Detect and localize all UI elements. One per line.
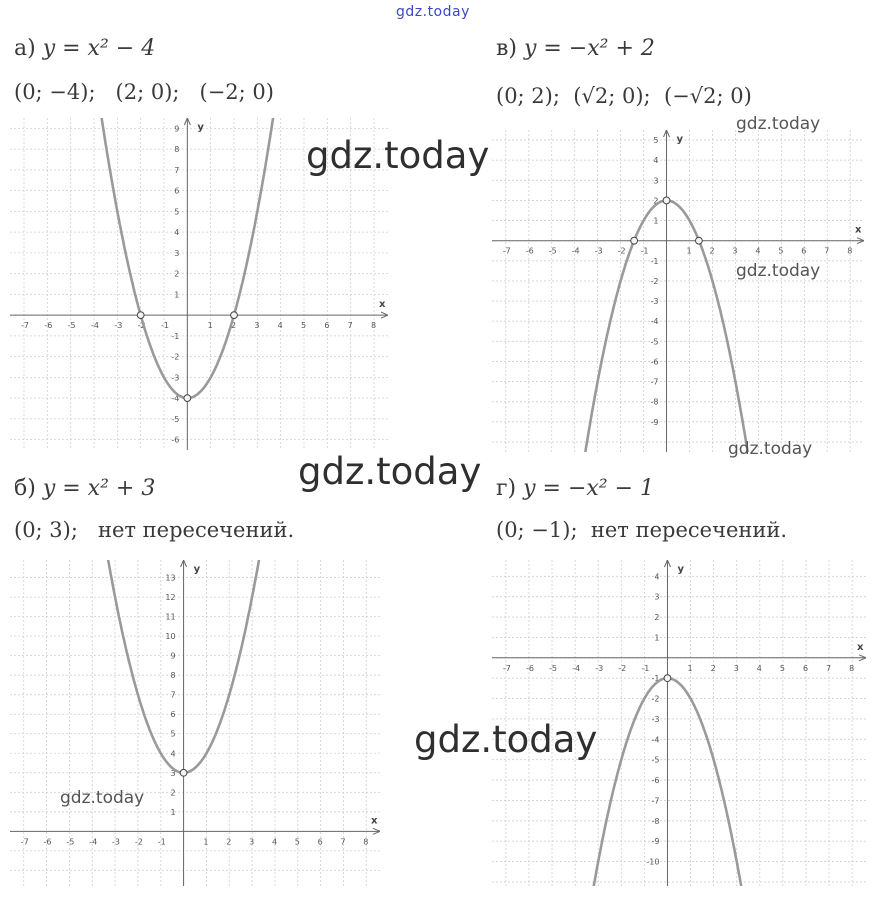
y-tick-label: 13 bbox=[165, 573, 176, 583]
x-tick-label: -1 bbox=[641, 663, 650, 673]
x-tick-label: 4 bbox=[271, 837, 278, 847]
problem-b-formula bbox=[14, 476, 155, 501]
x-tick-label: -5 bbox=[549, 663, 558, 673]
x-tick-label: 5 bbox=[779, 663, 785, 673]
y-tick-label: -5 bbox=[651, 755, 660, 765]
x-tick-label: -4 bbox=[572, 663, 581, 673]
x-tick-label: -3 bbox=[112, 837, 121, 847]
x-tick-label: 5 bbox=[294, 837, 300, 847]
y-axis-label: y bbox=[193, 564, 201, 575]
x-tick-label: -7 bbox=[21, 321, 29, 331]
x-tick-label: -5 bbox=[548, 246, 557, 256]
y-tick-label: 3 bbox=[174, 248, 180, 258]
x-tick-label: -6 bbox=[43, 837, 52, 847]
problem-b-letter: б) bbox=[14, 476, 36, 501]
watermark-small: gdz.today bbox=[736, 114, 821, 134]
y-tick-label: 4 bbox=[174, 228, 180, 238]
y-tick-label: -5 bbox=[650, 337, 659, 347]
x-tick-label: -4 bbox=[571, 246, 580, 256]
y-axis-label: y bbox=[197, 122, 204, 133]
y-tick-label: 2 bbox=[654, 613, 660, 623]
y-tick-label: -9 bbox=[650, 417, 659, 427]
y-tick-label: 2 bbox=[170, 788, 176, 798]
y-tick-label: -1 bbox=[171, 331, 180, 341]
marked-point bbox=[180, 769, 187, 776]
x-tick-label: 8 bbox=[363, 837, 369, 847]
problem-v-letter: в) bbox=[496, 36, 517, 61]
x-tick-label: -5 bbox=[67, 321, 76, 331]
watermark-big: gdz.today bbox=[306, 134, 490, 177]
x-tick-label: -3 bbox=[594, 246, 603, 256]
y-tick-label: 9 bbox=[170, 651, 176, 661]
x-tick-label: 3 bbox=[254, 321, 260, 331]
x-tick-label: 1 bbox=[686, 246, 692, 256]
y-tick-label: 5 bbox=[653, 136, 659, 146]
y-tick-label: 3 bbox=[654, 592, 660, 602]
x-tick-label: 7 bbox=[347, 321, 353, 331]
y-tick-label: 2 bbox=[174, 269, 180, 279]
y-tick-label: 1 bbox=[653, 216, 659, 226]
marked-point bbox=[664, 675, 671, 682]
y-tick-label: 10 bbox=[165, 632, 176, 642]
y-tick-label: -6 bbox=[651, 776, 660, 786]
x-tick-label: 1 bbox=[207, 321, 213, 331]
x-axis-label: x bbox=[379, 299, 386, 311]
watermark-big: gdz.today bbox=[414, 718, 598, 761]
x-tick-label: 6 bbox=[801, 246, 807, 256]
y-tick-label: 7 bbox=[174, 165, 180, 175]
x-tick-label: 6 bbox=[324, 321, 330, 331]
y-tick-label: 2 bbox=[653, 196, 659, 206]
x-tick-label: 2 bbox=[226, 837, 232, 847]
y-tick-label: 8 bbox=[170, 671, 176, 681]
problem-g-letter: г) bbox=[496, 476, 517, 501]
x-tick-label: 8 bbox=[371, 321, 377, 331]
x-tick-label: 5 bbox=[778, 246, 784, 256]
y-tick-label: -1 bbox=[650, 256, 659, 266]
chart-b bbox=[10, 560, 380, 886]
y-axis-label: y bbox=[676, 134, 684, 145]
x-tick-label: 8 bbox=[847, 246, 853, 256]
x-tick-label: -3 bbox=[595, 663, 604, 673]
chart-v bbox=[492, 130, 864, 452]
x-tick-label: 7 bbox=[340, 837, 346, 847]
y-tick-label: -7 bbox=[651, 796, 660, 806]
problem-g-equation: y = −x² − 1 bbox=[523, 476, 655, 501]
y-tick-label: 7 bbox=[170, 690, 176, 700]
problem-a-equation: y = x² − 4 bbox=[42, 36, 156, 61]
x-axis-label: x bbox=[855, 224, 862, 236]
y-axis-label: y bbox=[677, 564, 684, 575]
y-tick-label: -9 bbox=[651, 837, 660, 847]
x-tick-label: -6 bbox=[525, 663, 534, 673]
y-tick-label: -1 bbox=[651, 674, 660, 684]
marked-point bbox=[137, 312, 144, 319]
y-tick-label: -5 bbox=[171, 414, 180, 424]
problem-b-points: (0; 3); нет пересечений. bbox=[14, 518, 295, 542]
y-tick-label: 6 bbox=[174, 186, 180, 196]
x-tick-label: 3 bbox=[732, 246, 738, 256]
x-tick-label: 7 bbox=[826, 663, 832, 673]
x-tick-label: -4 bbox=[89, 837, 98, 847]
y-tick-label: 4 bbox=[653, 156, 659, 166]
y-tick-label: 5 bbox=[170, 729, 176, 739]
x-tick-label: -1 bbox=[157, 837, 166, 847]
x-tick-label: -4 bbox=[91, 321, 99, 331]
watermark-small: gdz.today bbox=[736, 261, 821, 281]
watermark-small: gdz.today bbox=[60, 788, 145, 808]
y-tick-label: -8 bbox=[650, 397, 659, 407]
y-tick-label: 12 bbox=[165, 593, 176, 603]
problem-g-formula bbox=[496, 476, 654, 501]
x-tick-label: -7 bbox=[502, 246, 511, 256]
x-tick-label: -2 bbox=[617, 246, 626, 256]
x-tick-label: -3 bbox=[114, 321, 123, 331]
problem-a-formula bbox=[14, 36, 155, 61]
y-tick-label: -10 bbox=[646, 857, 660, 867]
x-tick-label: 4 bbox=[277, 321, 283, 331]
watermark-small: gdz.today bbox=[728, 439, 813, 459]
x-tick-label: 8 bbox=[849, 663, 855, 673]
marked-point bbox=[184, 395, 191, 402]
x-tick-label: 1 bbox=[203, 837, 209, 847]
x-tick-label: -2 bbox=[618, 663, 627, 673]
x-tick-label: -5 bbox=[66, 837, 75, 847]
watermark-big: gdz.today bbox=[298, 450, 482, 493]
y-tick-label: 6 bbox=[170, 710, 176, 720]
x-tick-label: 6 bbox=[317, 837, 323, 847]
x-tick-label: 6 bbox=[802, 663, 809, 673]
x-tick-label: 2 bbox=[710, 663, 716, 673]
y-tick-label: -2 bbox=[650, 276, 659, 286]
x-tick-label: 1 bbox=[687, 663, 693, 673]
y-tick-label: -3 bbox=[650, 297, 659, 307]
y-tick-label: -6 bbox=[650, 357, 659, 367]
x-tick-label: -2 bbox=[137, 321, 146, 331]
x-tick-label: -1 bbox=[161, 321, 169, 331]
x-axis-label: x bbox=[371, 815, 378, 827]
x-tick-label: -6 bbox=[525, 246, 534, 256]
y-tick-label: -3 bbox=[651, 714, 660, 724]
y-tick-label: 3 bbox=[170, 768, 176, 778]
y-tick-label: 3 bbox=[653, 176, 659, 186]
x-tick-label: -7 bbox=[502, 663, 511, 673]
y-tick-label: 1 bbox=[174, 290, 180, 300]
y-tick-label: 1 bbox=[170, 807, 176, 817]
x-tick-label: 2 bbox=[709, 246, 715, 256]
x-tick-label: 2 bbox=[231, 321, 237, 331]
x-tick-label: 7 bbox=[824, 246, 830, 256]
y-tick-label: 8 bbox=[174, 145, 180, 155]
x-tick-label: 3 bbox=[733, 663, 739, 673]
y-tick-label: 5 bbox=[174, 207, 180, 217]
y-tick-label: -2 bbox=[651, 694, 660, 704]
marked-point bbox=[631, 237, 638, 244]
marked-point bbox=[663, 197, 670, 204]
x-tick-label: 4 bbox=[756, 663, 762, 673]
y-tick-label: -3 bbox=[171, 373, 180, 383]
problem-a-letter: а) bbox=[14, 36, 36, 61]
y-tick-label: -4 bbox=[171, 394, 180, 404]
y-tick-label: -2 bbox=[171, 352, 180, 362]
x-tick-label: -7 bbox=[20, 837, 29, 847]
y-tick-label: -6 bbox=[171, 435, 180, 445]
x-tick-label: -6 bbox=[44, 321, 53, 331]
x-tick-label: 3 bbox=[249, 837, 255, 847]
marked-point bbox=[695, 237, 702, 244]
problem-v-formula bbox=[496, 36, 655, 61]
x-tick-label: -2 bbox=[134, 837, 143, 847]
y-tick-label: -8 bbox=[651, 816, 660, 826]
y-tick-label: -4 bbox=[650, 317, 659, 327]
problem-v-points: (0; 2); (√2; 0); (−√2; 0) bbox=[496, 84, 752, 108]
y-tick-label: 4 bbox=[170, 749, 176, 759]
site-label: gdz.today bbox=[396, 4, 470, 20]
problem-g-points: (0; −1); нет пересечений. bbox=[496, 518, 788, 542]
x-tick-label: -1 bbox=[640, 246, 649, 256]
marked-point bbox=[231, 312, 238, 319]
y-tick-label: 11 bbox=[165, 612, 176, 622]
y-tick-label: 1 bbox=[654, 633, 660, 643]
y-tick-label: 4 bbox=[654, 572, 660, 582]
y-tick-label: 9 bbox=[174, 124, 180, 134]
x-axis-label: x bbox=[857, 641, 864, 653]
y-tick-label: -7 bbox=[650, 377, 659, 387]
x-tick-label: 5 bbox=[301, 321, 307, 331]
problem-v-equation: y = −x² + 2 bbox=[523, 36, 655, 61]
problem-a-points: (0; −4); (2; 0); (−2; 0) bbox=[14, 80, 274, 104]
y-tick-label: -4 bbox=[651, 735, 660, 745]
problem-b-equation: y = x² + 3 bbox=[42, 476, 156, 501]
x-tick-label: 4 bbox=[755, 246, 761, 256]
